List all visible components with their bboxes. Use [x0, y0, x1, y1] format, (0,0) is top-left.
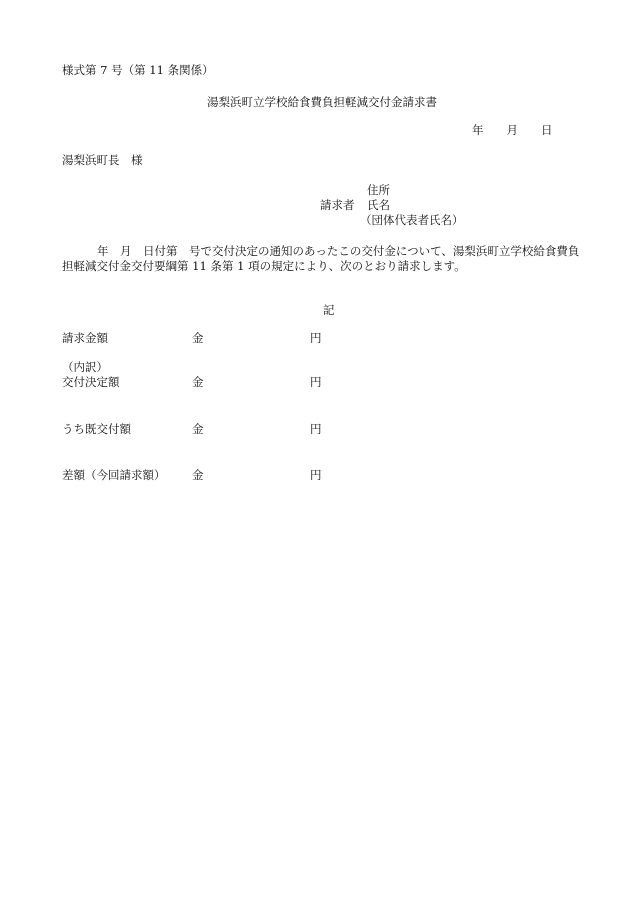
group-representative-label: （団体代表者氏名） [360, 213, 464, 227]
breakdown-label: （内訳） [62, 360, 108, 374]
document-title: 湯梨浜町立学校給食費負担軽減交付金請求書 [207, 95, 437, 109]
row-prefix: 金 [192, 375, 204, 389]
addressee: 湯梨浜町長 様 [62, 153, 143, 167]
row-prefix: 金 [192, 331, 204, 345]
row-label-decided-amount: 交付決定額 [62, 375, 120, 389]
row-suffix: 円 [310, 422, 322, 436]
row-label-claim-amount: 請求金額 [62, 331, 108, 345]
ki-heading: 記 [323, 303, 335, 317]
row-prefix: 金 [192, 468, 204, 482]
row-suffix: 円 [310, 375, 322, 389]
row-label-difference: 差額（今回請求額） [62, 468, 166, 482]
address-label: 住所 [367, 183, 390, 197]
row-label-already-paid: うち既交付額 [62, 422, 131, 436]
row-suffix: 円 [310, 468, 322, 482]
body-line: 年 月 日付第 号で交付決定の通知のあったこの交付金について、湯梨浜町立学校給食費負 [97, 244, 580, 258]
row-prefix: 金 [192, 422, 204, 436]
row-suffix: 円 [310, 331, 322, 345]
date-line: 年 月 日 [472, 123, 553, 137]
form-number: 様式第 7 号（第 11 条関係） [62, 63, 214, 77]
claimant-label: 請求者 [320, 198, 355, 212]
body-line: 担軽減交付金交付要綱第 11 条第 1 項の規定により、次のとおり請求します。 [62, 259, 466, 273]
name-label: 氏名 [367, 198, 390, 212]
